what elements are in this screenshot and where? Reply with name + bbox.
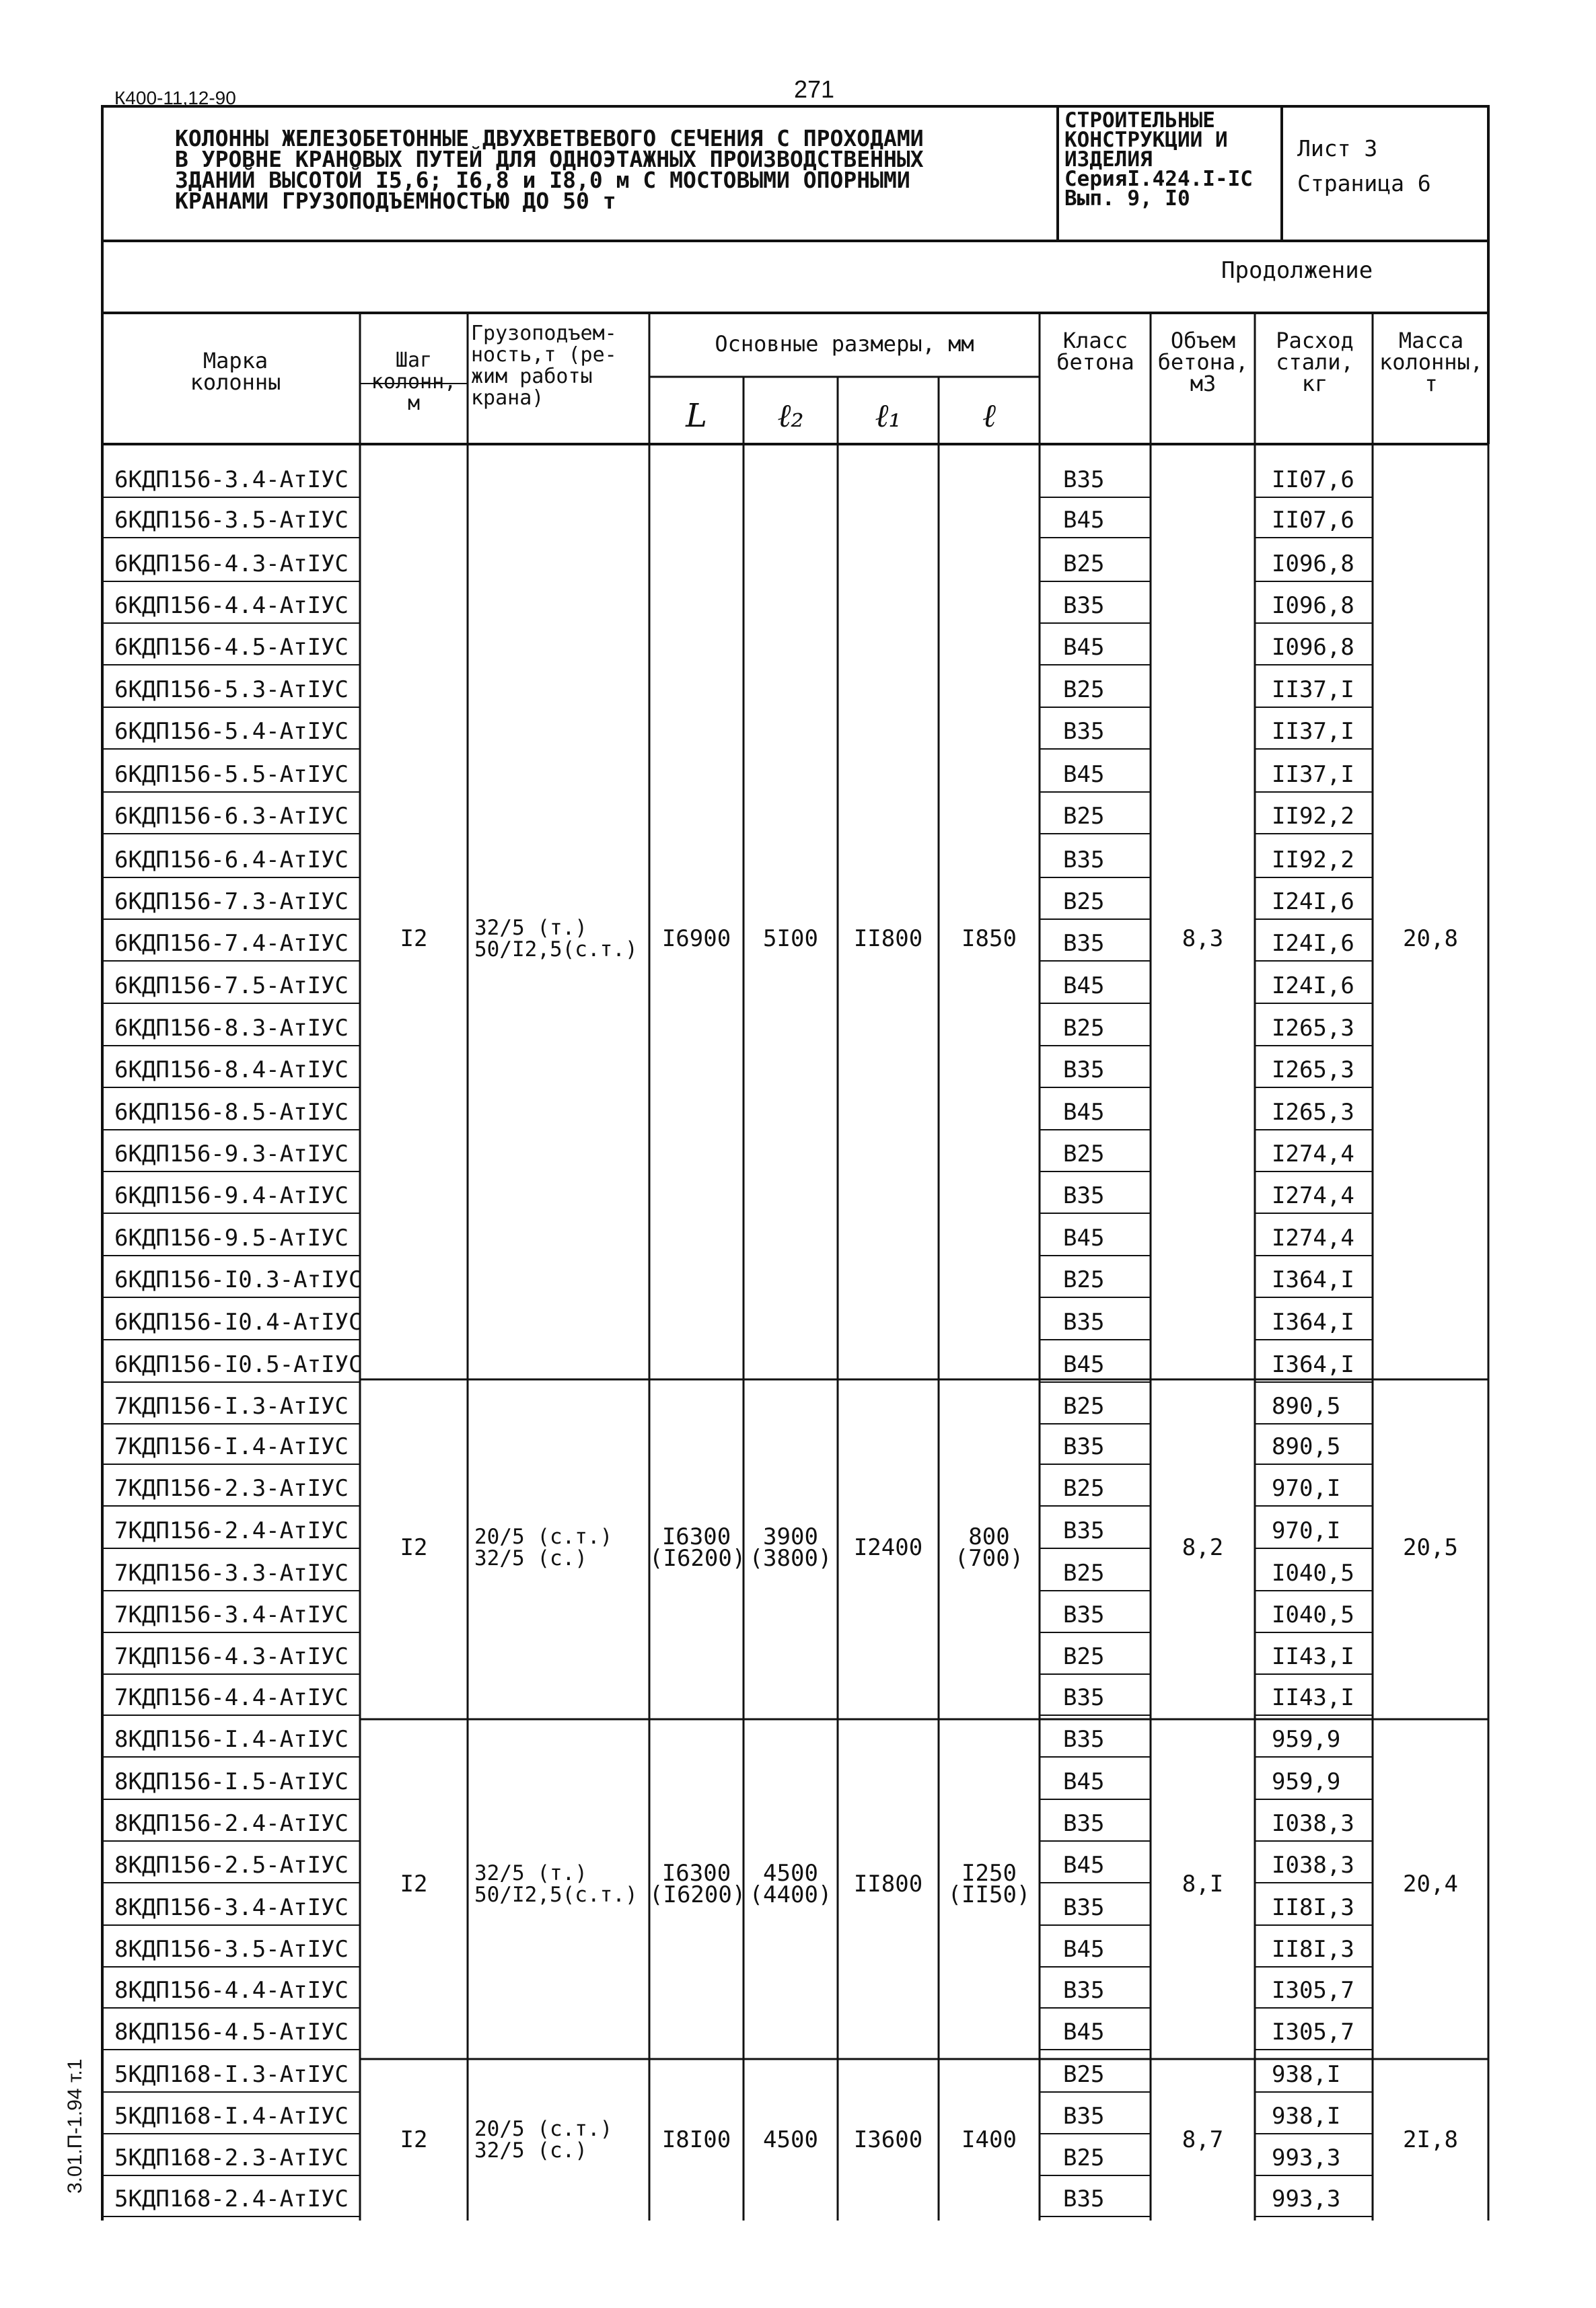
group-mass: 20,5 — [1403, 1534, 1458, 1561]
group-dim-l2: 4500 (4400) — [749, 1860, 832, 1908]
row-concrete-class: В35 — [1063, 2103, 1105, 2130]
row-mark: 6КДП156-9.5-АтIУС — [114, 1225, 349, 1252]
row-steel: I274,4 — [1272, 1182, 1354, 1209]
document-code: К400-11,12-90 — [114, 87, 236, 108]
header-concrete-class: Класс бетона — [1056, 328, 1134, 375]
group-dim-b: I250 (II50) — [947, 1860, 1031, 1908]
row-concrete-class: В25 — [1063, 888, 1105, 915]
row-mark: 6КДП156-4.5-АтIУС — [114, 634, 349, 661]
row-concrete-class: В25 — [1063, 1141, 1105, 1167]
row-mark: 6КДП156-5.4-АтIУС — [114, 718, 349, 745]
row-steel: II92,2 — [1272, 803, 1354, 830]
row-steel: II07,6 — [1272, 466, 1354, 493]
row-steel: II43,I — [1272, 1684, 1354, 1711]
row-mark: 6КДП156-9.4-АтIУС — [114, 1182, 349, 1209]
row-concrete-class: В45 — [1063, 1225, 1105, 1252]
row-mark: 6КДП156-8.4-АтIУС — [114, 1056, 349, 1083]
row-steel: II92,2 — [1272, 846, 1354, 873]
row-concrete-class: В25 — [1063, 2061, 1105, 2088]
row-concrete-class: В35 — [1063, 1056, 1105, 1083]
row-concrete-class: В25 — [1063, 1266, 1105, 1293]
row-mark: 6КДП156-9.3-АтIУС — [114, 1141, 349, 1167]
row-mark: 7КДП156-3.4-АтIУС — [114, 1601, 349, 1628]
row-concrete-class: В45 — [1063, 761, 1105, 788]
row-concrete-class: В35 — [1063, 1433, 1105, 1460]
row-mark: 7КДП156-I.4-АтIУС — [114, 1433, 349, 1460]
row-mark: 6КДП156-5.5-АтIУС — [114, 761, 349, 788]
row-concrete-class: В35 — [1063, 1684, 1105, 1711]
page-number: 271 — [794, 75, 835, 103]
group-dim-l1: I2400 — [853, 1534, 923, 1561]
row-steel: I274,4 — [1272, 1225, 1354, 1252]
row-steel: II07,6 — [1272, 507, 1354, 534]
group-step: I2 — [400, 2126, 428, 2153]
row-concrete-class: В35 — [1063, 1182, 1105, 1209]
group-step: I2 — [400, 1871, 428, 1898]
group-dim-L: I6900 — [661, 925, 731, 952]
row-mark: 5КДП168-I.3-АтIУС — [114, 2061, 349, 2088]
group-mass: 20,4 — [1403, 1871, 1458, 1898]
row-concrete-class: В45 — [1063, 1768, 1105, 1795]
row-steel: I265,3 — [1272, 1056, 1354, 1083]
row-steel: 970,I — [1272, 1475, 1341, 1502]
row-mark: 6КДП156-I0.5-АтIУС — [114, 1351, 363, 1378]
row-steel: II37,I — [1272, 718, 1354, 745]
row-steel: I364,I — [1272, 1351, 1354, 1378]
row-steel: I305,7 — [1272, 2019, 1354, 2046]
row-concrete-class: В25 — [1063, 1393, 1105, 1420]
row-mark: 6КДП156-6.3-АтIУС — [114, 803, 349, 830]
row-concrete-class: В35 — [1063, 466, 1105, 493]
row-steel: I038,3 — [1272, 1852, 1354, 1879]
group-concrete-volume: 8,7 — [1182, 2126, 1224, 2153]
row-mark: 6КДП156-7.5-АтIУС — [114, 972, 349, 999]
row-concrete-class: В35 — [1063, 2186, 1105, 2212]
row-concrete-class: В25 — [1063, 1475, 1105, 1502]
row-concrete-class: В35 — [1063, 592, 1105, 619]
row-mark: 5КДП168-2.4-АтIУС — [114, 2186, 349, 2212]
header-mass: Масса колонны, т — [1379, 328, 1484, 396]
group-dim-l1: II800 — [853, 925, 923, 952]
group-mass: 20,8 — [1403, 925, 1458, 952]
row-mark: 6КДП156-7.3-АтIУС — [114, 888, 349, 915]
group-capacity: 20/5 (с.т.) 32/5 (с.) — [474, 1525, 613, 1571]
row-steel: I040,5 — [1272, 1560, 1354, 1587]
row-mark: 8КДП156-4.4-АтIУС — [114, 1977, 349, 2004]
group-step: I2 — [400, 925, 428, 952]
row-steel: I274,4 — [1272, 1141, 1354, 1167]
row-mark: 8КДП156-2.5-АтIУС — [114, 1852, 349, 1879]
group-concrete-volume: 8,2 — [1182, 1534, 1224, 1561]
row-mark: 7КДП156-3.3-АтIУС — [114, 1560, 349, 1587]
row-steel: I364,I — [1272, 1309, 1354, 1336]
row-mark: 6КДП156-I0.4-АтIУС — [114, 1309, 363, 1336]
row-steel: I24I,6 — [1272, 972, 1354, 999]
row-mark: 6КДП156-8.5-АтIУС — [114, 1099, 349, 1126]
sheet-block: Лист 3 Страница 6 — [1297, 135, 1431, 196]
row-steel: I24I,6 — [1272, 888, 1354, 915]
document-title: КОЛОННЫ ЖЕЛЕЗОБЕТОННЫЕ ДВУХВЕТВЕВОГО СЕЧЕНИЯ С ПРОХОДАМИ В УРОВНЕ КРАНОВЫХ ПУТЕЙ ДЛЯ ОДНОЭТАЖНЫХ ПРОИЗВОДСТВЕННЫХ ЗДАНИЙ ВЫСОТОЙ I5,6; I6,8 и I8,0 м С МОСТОВЫМИ ОПОРНЫМИ КРАНАМИ ГРУЗОПОДЪЕМНОСТЬЮ ДО 50 т — [175, 125, 924, 214]
header-dims: Основные размеры, мм — [715, 331, 974, 357]
row-steel: I364,I — [1272, 1266, 1354, 1293]
header-step: Шаг колонн, м — [371, 349, 457, 415]
row-steel: I096,8 — [1272, 550, 1354, 577]
row-mark: 7КДП156-2.4-АтIУС — [114, 1517, 349, 1544]
row-mark: 6КДП156-8.3-АтIУС — [114, 1015, 349, 1042]
row-steel: I265,3 — [1272, 1015, 1354, 1042]
group-dim-b: 800 (700) — [954, 1523, 1024, 1572]
continuation-label: Продолжение — [1221, 257, 1373, 284]
row-concrete-class: В45 — [1063, 972, 1105, 999]
header-mark: Марка колонны — [190, 348, 281, 395]
row-steel: 890,5 — [1272, 1433, 1341, 1460]
row-steel: I24I,6 — [1272, 930, 1354, 957]
group-concrete-volume: 8,3 — [1182, 925, 1224, 952]
row-steel: I038,3 — [1272, 1810, 1354, 1837]
row-concrete-class: В35 — [1063, 1517, 1105, 1544]
row-concrete-class: В35 — [1063, 846, 1105, 873]
row-mark: 6КДП156-7.4-АтIУС — [114, 930, 349, 957]
row-mark: 6КДП156-4.3-АтIУС — [114, 550, 349, 577]
row-mark: 7КДП156-4.4-АтIУС — [114, 1684, 349, 1711]
row-concrete-class: В25 — [1063, 1643, 1105, 1670]
row-steel: II37,I — [1272, 676, 1354, 703]
row-concrete-class: В35 — [1063, 1810, 1105, 1837]
row-mark: 8КДП156-I.5-АтIУС — [114, 1768, 349, 1795]
row-steel: I040,5 — [1272, 1601, 1354, 1628]
row-mark: 6КДП156-6.4-АтIУС — [114, 846, 349, 873]
row-mark: 6КДП156-3.4-АтIУС — [114, 466, 349, 493]
row-mark: 7КДП156-2.3-АтIУС — [114, 1475, 349, 1502]
row-steel: 938,I — [1272, 2061, 1341, 2088]
group-capacity: 32/5 (т.) 50/I2,5(с.т.) — [474, 1861, 638, 1907]
group-step: I2 — [400, 1534, 428, 1561]
row-concrete-class: В45 — [1063, 634, 1105, 661]
row-steel: 993,3 — [1272, 2144, 1341, 2171]
row-mark: 5КДП168-2.3-АтIУС — [114, 2144, 349, 2171]
row-steel: II37,I — [1272, 761, 1354, 788]
row-concrete-class: В35 — [1063, 1726, 1105, 1753]
group-dim-L: I6300 (I6200) — [649, 1860, 746, 1908]
row-steel: 970,I — [1272, 1517, 1341, 1544]
row-steel: I305,7 — [1272, 1977, 1354, 2004]
row-steel: 993,3 — [1272, 2186, 1341, 2212]
header-dim-L: L — [686, 397, 707, 435]
group-dim-L: I6300 (I6200) — [649, 1523, 746, 1572]
row-concrete-class: В25 — [1063, 803, 1105, 830]
group-dim-b: I850 — [962, 925, 1017, 952]
row-concrete-class: В35 — [1063, 1309, 1105, 1336]
row-steel: II43,I — [1272, 1643, 1354, 1670]
group-dim-l2: 4500 — [763, 2126, 818, 2153]
row-mark: 7КДП156-4.3-АтIУС — [114, 1643, 349, 1670]
row-concrete-class: В35 — [1063, 718, 1105, 745]
group-dim-L: I8I00 — [661, 2126, 731, 2153]
row-concrete-class: В45 — [1063, 1099, 1105, 1126]
row-concrete-class: В45 — [1063, 2019, 1105, 2046]
header-dim-l2: ℓ₂ — [777, 397, 804, 435]
row-mark: 5КДП168-I.4-АтIУС — [114, 2103, 349, 2130]
row-steel: 959,9 — [1272, 1726, 1341, 1753]
group-dim-l2: 3900 (3800) — [749, 1523, 832, 1572]
group-capacity: 32/5 (т.) 50/I2,5(с.т.) — [474, 916, 638, 962]
row-mark: 8КДП156-3.4-АтIУС — [114, 1894, 349, 1921]
row-steel: I096,8 — [1272, 592, 1354, 619]
row-concrete-class: В25 — [1063, 2144, 1105, 2171]
group-mass: 2I,8 — [1403, 2126, 1458, 2153]
group-dim-b: I400 — [962, 2126, 1017, 2153]
row-mark: 8КДП156-I.4-АтIУС — [114, 1726, 349, 1753]
row-concrete-class: В25 — [1063, 1560, 1105, 1587]
row-mark: 6КДП156-4.4-АтIУС — [114, 592, 349, 619]
header-concrete-volume: Объем бетона, м3 — [1157, 328, 1249, 396]
header-dim-b: ℓ — [982, 397, 996, 435]
row-steel: II8I,3 — [1272, 1894, 1354, 1921]
row-steel: 890,5 — [1272, 1393, 1341, 1420]
row-steel: 959,9 — [1272, 1768, 1341, 1795]
row-concrete-class: В45 — [1063, 1351, 1105, 1378]
group-concrete-volume: 8,I — [1182, 1871, 1224, 1898]
row-mark: 8КДП156-2.4-АтIУС — [114, 1810, 349, 1837]
group-capacity: 20/5 (с.т.) 32/5 (с.) — [474, 2117, 613, 2163]
group-dim-l1: I3600 — [853, 2126, 923, 2153]
row-concrete-class: В35 — [1063, 1601, 1105, 1628]
row-mark: 8КДП156-4.5-АтIУС — [114, 2019, 349, 2046]
group-dim-l2: 5I00 — [763, 925, 818, 952]
row-concrete-class: В25 — [1063, 676, 1105, 703]
row-concrete-class: В45 — [1063, 1936, 1105, 1963]
row-steel: I265,3 — [1272, 1099, 1354, 1126]
row-concrete-class: В35 — [1063, 930, 1105, 957]
header-capacity: Грузоподъем- ность,т (ре- жим работы крана) — [471, 322, 617, 410]
row-concrete-class: В45 — [1063, 507, 1105, 534]
row-steel: II8I,3 — [1272, 1936, 1354, 1963]
series-block: СТРОИТЕЛЬНЫЕ КОНСТРУКЦИИ И ИЗДЕЛИЯ СерияI.424.I-IC Вып. 9, I0 — [1064, 108, 1253, 211]
row-concrete-class: В45 — [1063, 1852, 1105, 1879]
row-concrete-class: В35 — [1063, 1977, 1105, 2004]
row-mark: 7КДП156-I.3-АтIУС — [114, 1393, 349, 1420]
row-concrete-class: В25 — [1063, 550, 1105, 577]
row-mark: 6КДП156-3.5-АтIУС — [114, 507, 349, 534]
row-steel: 938,I — [1272, 2103, 1341, 2130]
row-concrete-class: В25 — [1063, 1015, 1105, 1042]
side-code: 3.01.П-1.94 т.1 — [64, 2058, 86, 2194]
header-dim-l1: ℓ₁ — [875, 397, 902, 435]
row-mark: 8КДП156-3.5-АтIУС — [114, 1936, 349, 1963]
header-steel: Расход стали, кг — [1276, 328, 1354, 396]
row-mark: 6КДП156-5.3-АтIУС — [114, 676, 349, 703]
row-concrete-class: В35 — [1063, 1894, 1105, 1921]
group-dim-l1: II800 — [853, 1871, 923, 1898]
row-mark: 6КДП156-I0.3-АтIУС — [114, 1266, 363, 1293]
row-steel: I096,8 — [1272, 634, 1354, 661]
